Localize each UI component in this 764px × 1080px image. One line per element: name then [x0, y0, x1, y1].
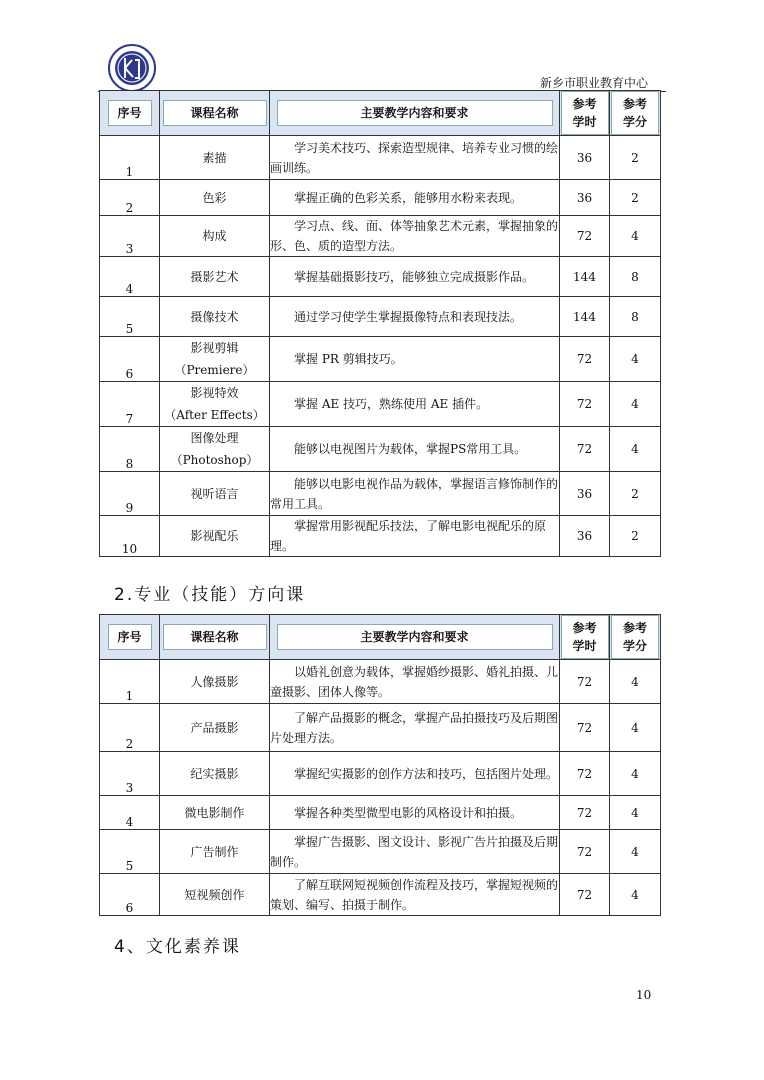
header-no: 序号	[100, 91, 160, 136]
course-number: 6	[100, 337, 160, 382]
course-hours: 72	[560, 752, 610, 796]
course-hours: 72	[560, 337, 610, 382]
course-credits: 4	[610, 796, 661, 830]
course-description: 掌握广告摄影、图文设计、影视广告片拍摄及后期制作。	[270, 830, 560, 874]
foundation-course-table	[99, 90, 661, 557]
course-credits: 8	[610, 257, 661, 297]
course-name: 视听语言	[160, 472, 270, 516]
table-row	[100, 337, 661, 382]
header-hours: 参考 学时	[560, 615, 610, 660]
course-hours: 72	[560, 216, 610, 257]
course-name: 图像处理 （Photoshop）	[160, 427, 270, 472]
header-course-name: 课程名称	[160, 91, 270, 136]
course-description: 掌握 PR 剪辑技巧。	[270, 337, 560, 382]
course-credits: 2	[610, 180, 661, 216]
table-row	[100, 660, 661, 704]
course-name: 影视配乐	[160, 516, 270, 557]
course-hours: 144	[560, 297, 610, 337]
table-row	[100, 382, 661, 427]
course-hours: 36	[560, 516, 610, 557]
course-name: 广告制作	[160, 830, 270, 874]
course-description: 学习美术技巧、探索造型规律、培养专业习惯的绘画训练。	[270, 136, 560, 180]
course-number: 1	[100, 136, 160, 180]
course-credits: 4	[610, 337, 661, 382]
course-name: 纪实摄影	[160, 752, 270, 796]
table-row	[100, 516, 661, 557]
course-number: 10	[100, 516, 160, 557]
course-description: 通过学习使学生掌握摄像特点和表现技法。	[270, 297, 560, 337]
course-credits: 2	[610, 472, 661, 516]
course-credits: 4	[610, 874, 661, 916]
table-row	[100, 257, 661, 297]
course-hours: 144	[560, 257, 610, 297]
specialty-course-table	[99, 614, 661, 916]
course-name: 摄像技术	[160, 297, 270, 337]
course-credits: 4	[610, 660, 661, 704]
section-heading-4: 4、文化素养课	[114, 937, 241, 957]
course-description: 掌握各种类型微型电影的风格设计和拍摄。	[270, 796, 560, 830]
course-hours: 72	[560, 382, 610, 427]
course-description: 了解互联网短视频创作流程及技巧，掌握短视频的策划、编写、拍摄于制作。	[270, 874, 560, 916]
table-row	[100, 752, 661, 796]
course-name: 微电影制作	[160, 796, 270, 830]
course-number: 4	[100, 796, 160, 830]
course-hours: 72	[560, 660, 610, 704]
course-description: 能够以电视图片为载体，掌握PS常用工具。	[270, 427, 560, 472]
table-header-row	[100, 91, 661, 136]
header-content: 主要教学内容和要求	[270, 615, 560, 660]
course-credits: 4	[610, 704, 661, 752]
organization-name: 新乡市职业教育中心	[539, 76, 648, 90]
section-heading-2: 2.专业（技能）方向课	[114, 585, 306, 605]
header-no: 序号	[100, 615, 160, 660]
header-hours: 参考 学时	[560, 91, 610, 136]
course-credits: 2	[610, 516, 661, 557]
course-description: 掌握基础摄影技巧，能够独立完成摄影作品。	[270, 257, 560, 297]
table-row	[100, 297, 661, 337]
course-number: 8	[100, 427, 160, 472]
course-name: 产品摄影	[160, 704, 270, 752]
course-hours: 36	[560, 472, 610, 516]
course-credits: 4	[610, 427, 661, 472]
course-name: 影视剪辑 （Premiere）	[160, 337, 270, 382]
course-name: 构成	[160, 216, 270, 257]
course-description: 掌握 AE 技巧，熟练使用 AE 插件。	[270, 382, 560, 427]
table-header-row	[100, 615, 661, 660]
table-row	[100, 180, 661, 216]
header-content: 主要教学内容和要求	[270, 91, 560, 136]
table-row	[100, 136, 661, 180]
course-number: 3	[100, 752, 160, 796]
course-credits: 4	[610, 216, 661, 257]
course-number: 2	[100, 180, 160, 216]
course-hours: 72	[560, 704, 610, 752]
course-description: 掌握常用影视配乐技法，了解电影电视配乐的原理。	[270, 516, 560, 557]
table-row	[100, 796, 661, 830]
course-credits: 2	[610, 136, 661, 180]
course-name: 色彩	[160, 180, 270, 216]
course-credits: 4	[610, 752, 661, 796]
course-hours: 72	[560, 874, 610, 916]
course-hours: 36	[560, 136, 610, 180]
course-credits: 4	[610, 382, 661, 427]
course-hours: 72	[560, 830, 610, 874]
course-number: 6	[100, 874, 160, 916]
course-hours: 36	[560, 180, 610, 216]
course-hours: 72	[560, 427, 610, 472]
course-number: 4	[100, 257, 160, 297]
course-credits: 8	[610, 297, 661, 337]
course-number: 5	[100, 830, 160, 874]
table-row	[100, 472, 661, 516]
course-number: 7	[100, 382, 160, 427]
course-description: 了解产品摄影的概念，掌握产品拍摄技巧及后期图片处理方法。	[270, 704, 560, 752]
course-name: 人像摄影	[160, 660, 270, 704]
course-description: 掌握正确的色彩关系，能够用水粉来表现。	[270, 180, 560, 216]
course-name: 影视特效 （After Effects）	[160, 382, 270, 427]
course-description: 能够以电影电视作品为载体，掌握语言修饰制作的常用工具。	[270, 472, 560, 516]
page-number: 10	[636, 988, 652, 1002]
course-number: 5	[100, 297, 160, 337]
course-number: 9	[100, 472, 160, 516]
course-credits: 4	[610, 830, 661, 874]
course-number: 3	[100, 216, 160, 257]
header-credits: 参考 学分	[610, 615, 661, 660]
course-hours: 72	[560, 796, 610, 830]
table-row	[100, 216, 661, 257]
table-row	[100, 427, 661, 472]
course-name: 素描	[160, 136, 270, 180]
table-row	[100, 704, 661, 752]
course-description: 掌握纪实摄影的创作方法和技巧，包括图片处理。	[270, 752, 560, 796]
course-name: 摄影艺术	[160, 257, 270, 297]
header-course-name: 课程名称	[160, 615, 270, 660]
course-name: 短视频创作	[160, 874, 270, 916]
course-description: 学习点、线、面、体等抽象艺术元素，掌握抽象的形、色、质的造型方法。	[270, 216, 560, 257]
course-number: 1	[100, 660, 160, 704]
table-row	[100, 830, 661, 874]
table-row	[100, 874, 661, 916]
course-number: 2	[100, 704, 160, 752]
course-description: 以婚礼创意为载体，掌握婚纱摄影、婚礼拍摄、儿童摄影、团体人像等。	[270, 660, 560, 704]
school-seal-icon	[108, 44, 156, 92]
header-credits: 参考 学分	[610, 91, 661, 136]
